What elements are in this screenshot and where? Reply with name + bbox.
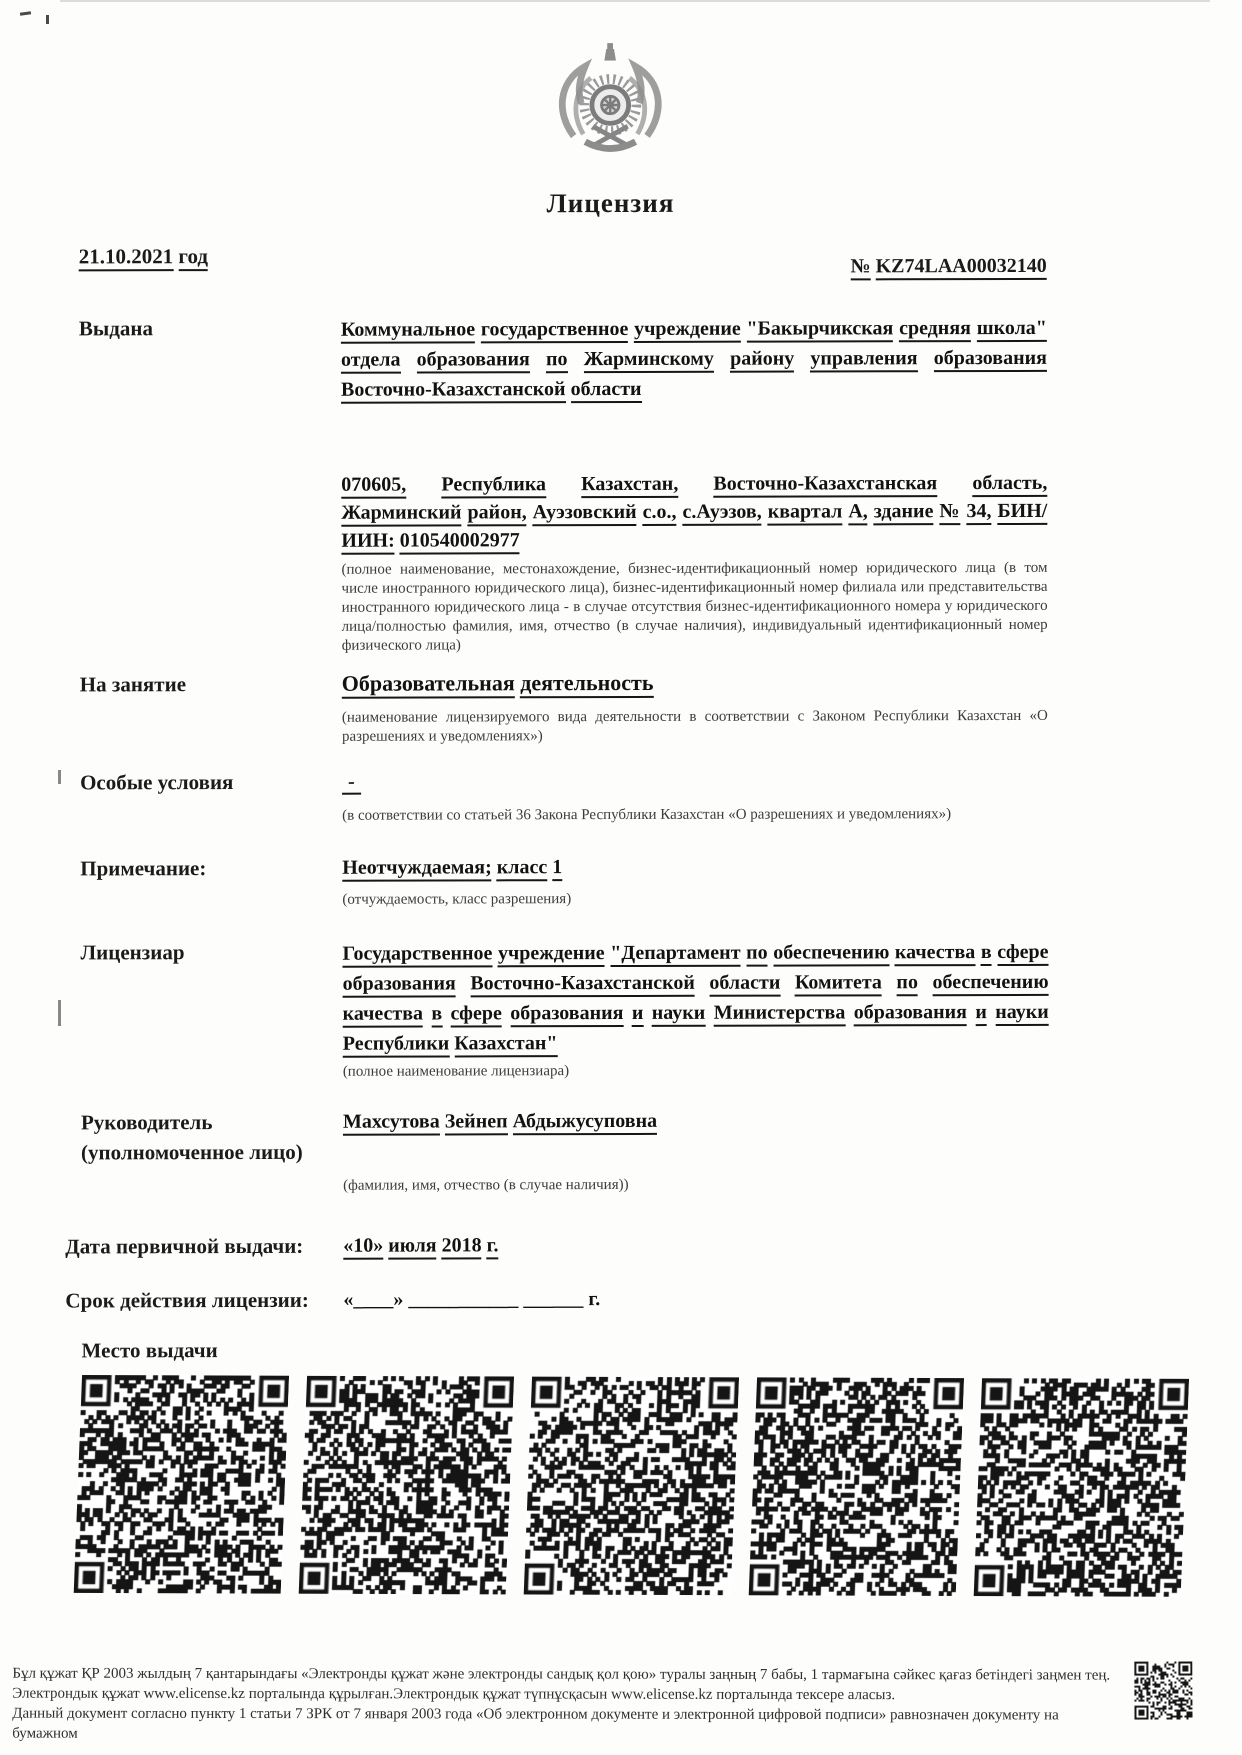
field-value-licensor: Государственное учреждение "Департамент по обеспечению качества в сфере образования Восточно-Казахстанской области Комитета по обеспечению качества в сфере образования и науки Министерства образования и науки Республики Казахстан" xyxy=(342,937,1048,1059)
field-value-head: Махсутова Зейнеп Абдыжусуповна xyxy=(343,1105,1049,1137)
field-value-remark: Неотчуждаемая; класс 1 xyxy=(342,851,1048,883)
field-label-first-issue-date: Дата первичной выдачи: xyxy=(65,1233,304,1259)
footer-line: Бұл құжат ҚР 2003 жылдың 7 қантарындағы «Электронды құжат және электронды сандық қол қою» туралы заңның 7 бабы, 1 тармағына сәйкес қағаз бетіндегі заңмен тең. xyxy=(12,1665,1111,1684)
field-label-activity: На занятие xyxy=(79,672,187,697)
field-label-remark: Примечание: xyxy=(80,856,207,881)
qr-code-4 xyxy=(749,1377,964,1596)
field-note-remark: (отчуждаемость, класс разрешения) xyxy=(342,891,572,908)
field-note-licensor: (полное наименование лицензиара) xyxy=(342,1063,570,1080)
field-label-issued-to: Выдана xyxy=(78,316,154,341)
field-note-issued-to: (полное наименование, местонахождение, бизнес-идентификационный номер юридического лица (в том числе иностранного юридического лица), бизнес-идентификационный номер филиала или представительства иностранного юридического лица - в случае отсутствия бизнес-идентификационного номера у юридического лица/полностью фамилия, имя, отчество (в случае наличия), индивидуальный идентификационный номер физического лица) xyxy=(341,559,1048,654)
field-value-issued-to: Коммунальное государственное учреждение "Бакырчикская средняя школа" отдела образования по Жарминскому району управления образования Восточно-Казахстанской области xyxy=(341,313,1047,405)
field-value-address: 070605, Республика Казахстан, Восточно-Казахстанская область, Жарминский район, Ауэзовский с.о., с.Ауэзов, квартал А, здание № 34, БИН/ИИН: 010540002977 xyxy=(341,469,1047,555)
field-value-validity: «____» ___________ ______ г. xyxy=(343,1288,601,1311)
field-value-activity: Образовательная деятельность xyxy=(342,667,1048,699)
document-title: Лицензия xyxy=(546,187,675,219)
field-label-validity: Срок действия лицензии: xyxy=(65,1287,309,1313)
footer-qr-code xyxy=(1134,1662,1192,1720)
footer-line: Электрондык құжат www.elicense.kz порталында құрылған.Электрондык құжат түпнұсқасын www.elicense.kz порталында тексере аласыз. xyxy=(12,1685,896,1704)
field-value-first-issue-date: «10» июля 2018 г. xyxy=(343,1229,1049,1261)
field-note-special-conditions: (в соответствии со статьей 36 Закона Республики Казахстан «О разрешениях и уведомлениях») xyxy=(342,806,952,824)
field-label-head xyxy=(81,1107,303,1168)
license-number: № KZ74LAA00032140 xyxy=(701,255,1047,279)
field-label-special-conditions: Особые условия xyxy=(80,770,234,795)
field-label-head-line2: (уполномоченное лицо) xyxy=(80,1139,303,1165)
field-note-head: (фамилия, имя, отчество (в случае наличия)) xyxy=(343,1176,629,1194)
field-label-head-line1: Руководитель xyxy=(80,1110,213,1135)
qr-code-5 xyxy=(974,1378,1189,1597)
qr-code-2 xyxy=(299,1376,514,1595)
field-value-special-conditions: - xyxy=(342,765,1048,797)
field-label-licensor: Лицензиар xyxy=(80,940,185,965)
issue-date: 21.10.2021 год xyxy=(79,244,208,269)
field-note-activity: (наименование лицензируемого вида деятельности в соответствии с Законом Республики Казахстан «О разрешениях и уведомлениях») xyxy=(341,707,1048,745)
footer-legal-text xyxy=(12,1664,1122,1746)
kazakhstan-coat-of-arms-emblem xyxy=(552,40,668,170)
field-label-place-of-issue: Место выдачи xyxy=(81,1338,218,1363)
footer-line: Данный документ согласно пункту 1 статьи 7 ЗРК от 7 января 2003 года «Об электронном документе и электронной цифровой подписи» равнозначен документу на бумажном xyxy=(12,1705,1059,1742)
qr-code-3 xyxy=(524,1377,739,1596)
qr-code-1 xyxy=(74,1375,289,1594)
qr-code-strip xyxy=(78,1375,1189,1597)
